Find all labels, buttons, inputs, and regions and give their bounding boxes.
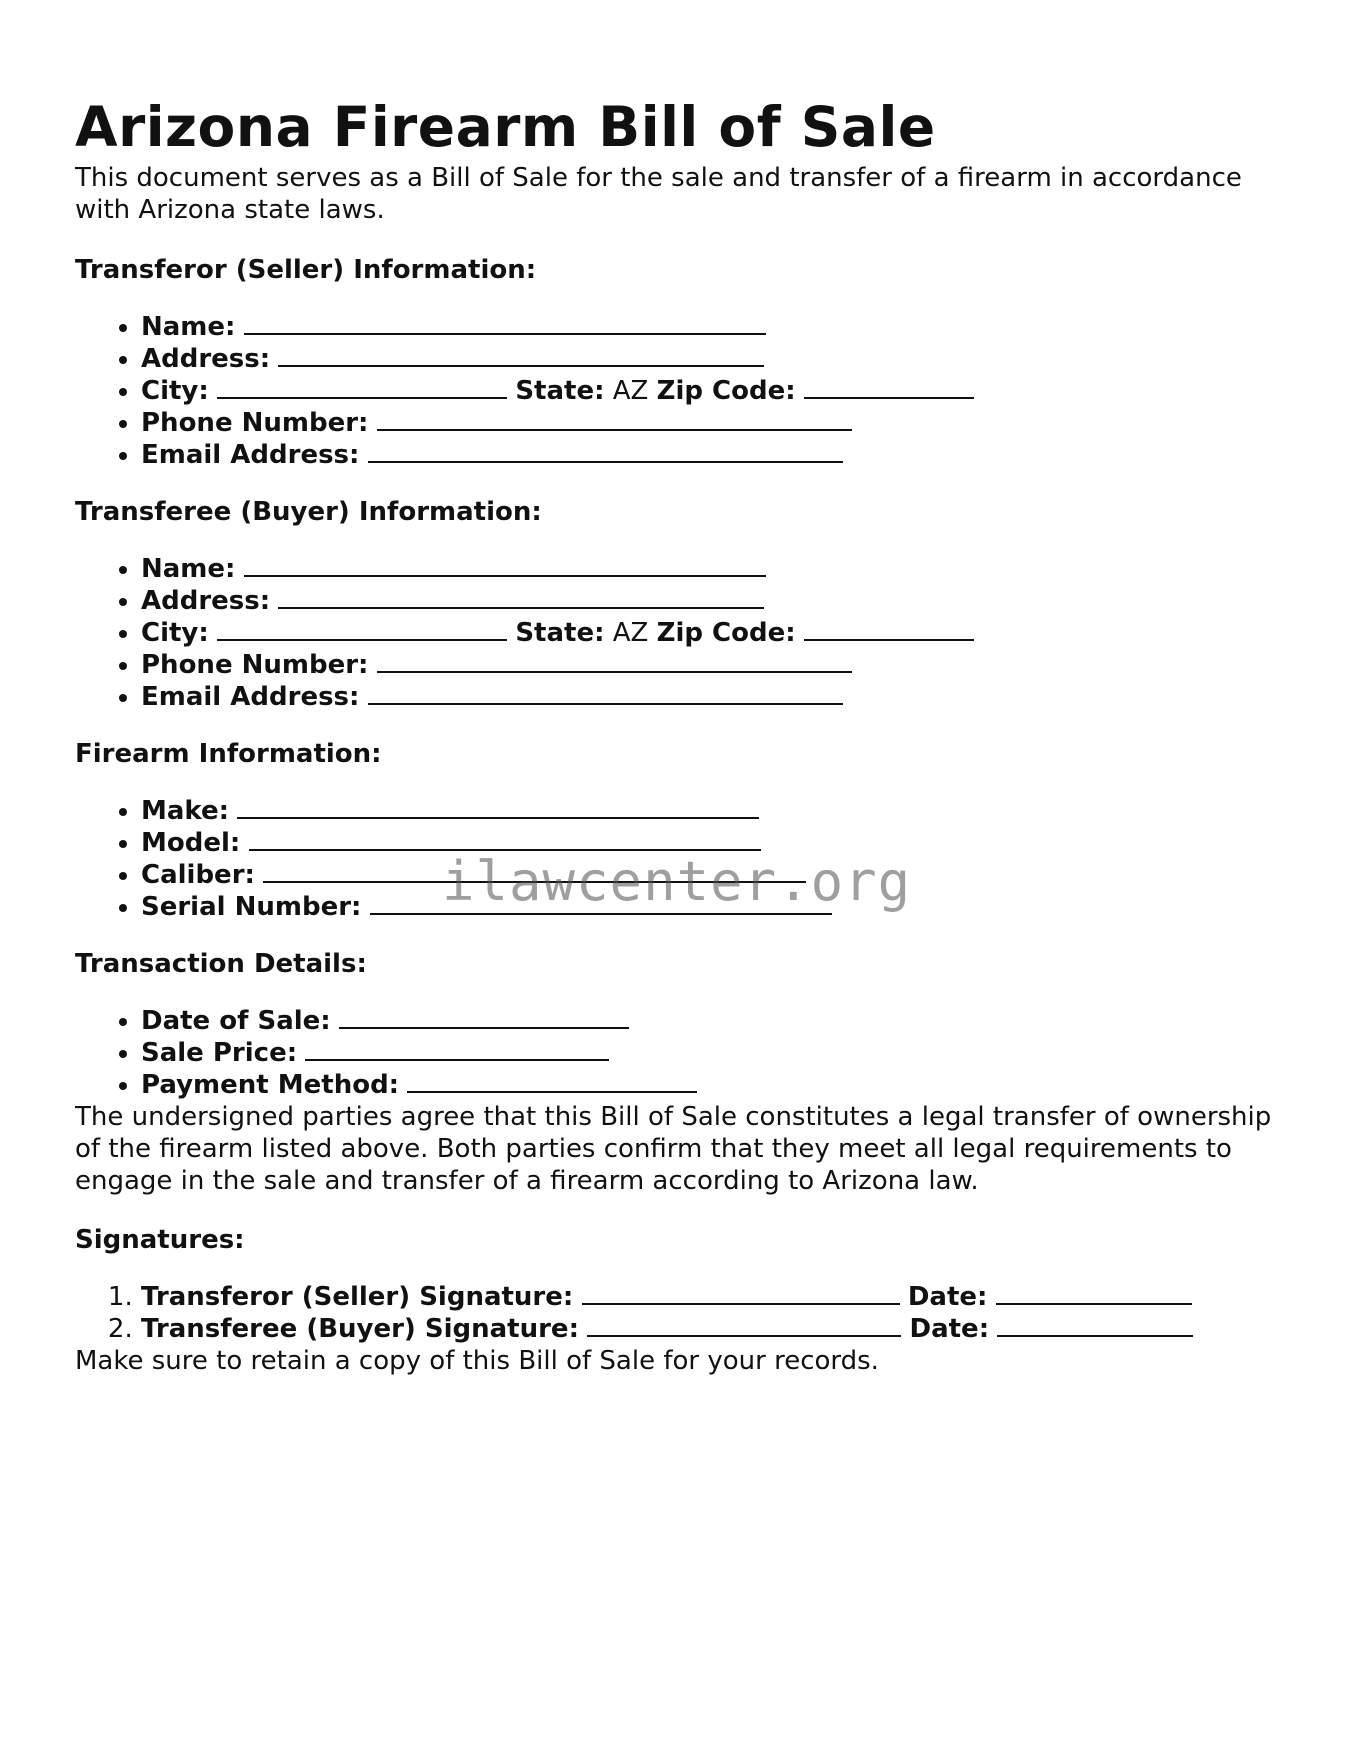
document-page xyxy=(75,92,1295,1377)
firearm-caliber-label: Caliber: xyxy=(141,860,255,890)
transaction-date-row xyxy=(141,1005,1295,1037)
buyer-fields xyxy=(75,553,1295,713)
firearm-serial-label: Serial Number: xyxy=(141,892,362,922)
transaction-date-field[interactable] xyxy=(339,1005,629,1029)
transaction-date-label: Date of Sale: xyxy=(141,1006,331,1036)
firearm-model-row xyxy=(141,827,1295,859)
seller-signature-row xyxy=(141,1281,1295,1313)
seller-state-label: State: xyxy=(515,376,605,406)
seller-signature-date-label: Date: xyxy=(907,1282,988,1312)
buyer-signature-date-label: Date: xyxy=(909,1314,990,1344)
seller-city-field[interactable] xyxy=(217,375,507,399)
transaction-price-field[interactable] xyxy=(305,1037,609,1061)
transaction-heading: Transaction Details: xyxy=(75,949,367,979)
seller-phone-label: Phone Number: xyxy=(141,408,369,438)
buyer-phone-field[interactable] xyxy=(377,649,852,673)
firearm-make-field[interactable] xyxy=(237,795,759,819)
transaction-fields xyxy=(75,1005,1295,1101)
firearm-serial-field[interactable] xyxy=(370,891,832,915)
seller-email-row xyxy=(141,439,1295,471)
buyer-signature-date-field[interactable] xyxy=(997,1313,1193,1337)
intro-paragraph: This document serves as a Bill of Sale for the sale and transfer of a firearm in accordance with Arizona state laws. xyxy=(75,163,1242,225)
buyer-name-field[interactable] xyxy=(244,553,766,577)
closing-paragraph: The undersigned parties agree that this Bill of Sale constitutes a legal transfer of ownership of the firearm listed above. Both parties confirm that they meet all legal requirements to engage in the sale and transfer of a firearm according to Arizona law. xyxy=(75,1102,1272,1196)
transaction-price-row xyxy=(141,1037,1295,1069)
seller-address-label: Address: xyxy=(141,344,271,374)
seller-signature-label: Transferor (Seller) Signature: xyxy=(141,1282,574,1312)
seller-email-label: Email Address: xyxy=(141,440,360,470)
buyer-heading: Transferee (Buyer) Information: xyxy=(75,497,542,527)
buyer-city-label: City: xyxy=(141,618,209,648)
seller-fields xyxy=(75,311,1295,471)
seller-signature-field[interactable] xyxy=(582,1281,900,1305)
buyer-email-label: Email Address: xyxy=(141,682,360,712)
firearm-caliber-field[interactable] xyxy=(263,859,806,883)
transaction-payment-label: Payment Method: xyxy=(141,1070,400,1100)
buyer-phone-row xyxy=(141,649,1295,681)
seller-name-row xyxy=(141,311,1295,343)
firearm-serial-row xyxy=(141,891,1295,923)
buyer-state-label: State: xyxy=(515,618,605,648)
seller-zip-label: Zip Code: xyxy=(656,376,796,406)
buyer-address-row xyxy=(141,585,1295,617)
buyer-email-field[interactable] xyxy=(368,681,843,705)
buyer-address-field[interactable] xyxy=(278,585,764,609)
firearm-heading: Firearm Information: xyxy=(75,739,382,769)
seller-name-label: Name: xyxy=(141,312,236,342)
seller-heading: Transferor (Seller) Information: xyxy=(75,255,537,285)
buyer-zip-field[interactable] xyxy=(804,617,974,641)
buyer-state-value: AZ xyxy=(612,618,649,648)
transaction-payment-row xyxy=(141,1069,1295,1101)
signature-list xyxy=(75,1281,1295,1345)
seller-zip-field[interactable] xyxy=(804,375,974,399)
seller-email-field[interactable] xyxy=(368,439,843,463)
firearm-model-field[interactable] xyxy=(249,827,761,851)
buyer-name-row xyxy=(141,553,1295,585)
watermark-text: ilawcenter.org xyxy=(442,850,912,913)
buyer-signature-row xyxy=(141,1313,1295,1345)
buyer-city-field[interactable] xyxy=(217,617,507,641)
seller-phone-field[interactable] xyxy=(377,407,852,431)
firearm-make-row xyxy=(141,795,1295,827)
buyer-address-label: Address: xyxy=(141,586,271,616)
seller-state-value: AZ xyxy=(612,376,649,406)
buyer-name-label: Name: xyxy=(141,554,236,584)
buyer-email-row xyxy=(141,681,1295,713)
firearm-make-label: Make: xyxy=(141,796,230,826)
buyer-phone-label: Phone Number: xyxy=(141,650,369,680)
seller-address-row xyxy=(141,343,1295,375)
transaction-price-label: Sale Price: xyxy=(141,1038,298,1068)
signatures-heading: Signatures: xyxy=(75,1225,245,1255)
seller-name-field[interactable] xyxy=(244,311,766,335)
seller-city-row xyxy=(141,375,1295,407)
firearm-caliber-row xyxy=(141,859,1295,891)
transaction-payment-field[interactable] xyxy=(407,1069,697,1093)
buyer-city-row xyxy=(141,617,1295,649)
firearm-fields xyxy=(75,795,1295,923)
firearm-model-label: Model: xyxy=(141,828,241,858)
seller-address-field[interactable] xyxy=(278,343,764,367)
buyer-signature-label: Transferee (Buyer) Signature: xyxy=(141,1314,579,1344)
buyer-zip-label: Zip Code: xyxy=(656,618,796,648)
buyer-signature-field[interactable] xyxy=(587,1313,901,1337)
seller-signature-date-field[interactable] xyxy=(996,1281,1192,1305)
document-title: Arizona Firearm Bill of Sale xyxy=(75,95,936,159)
seller-phone-row xyxy=(141,407,1295,439)
seller-city-label: City: xyxy=(141,376,209,406)
footer-note: Make sure to retain a copy of this Bill of Sale for your records. xyxy=(75,1346,879,1376)
